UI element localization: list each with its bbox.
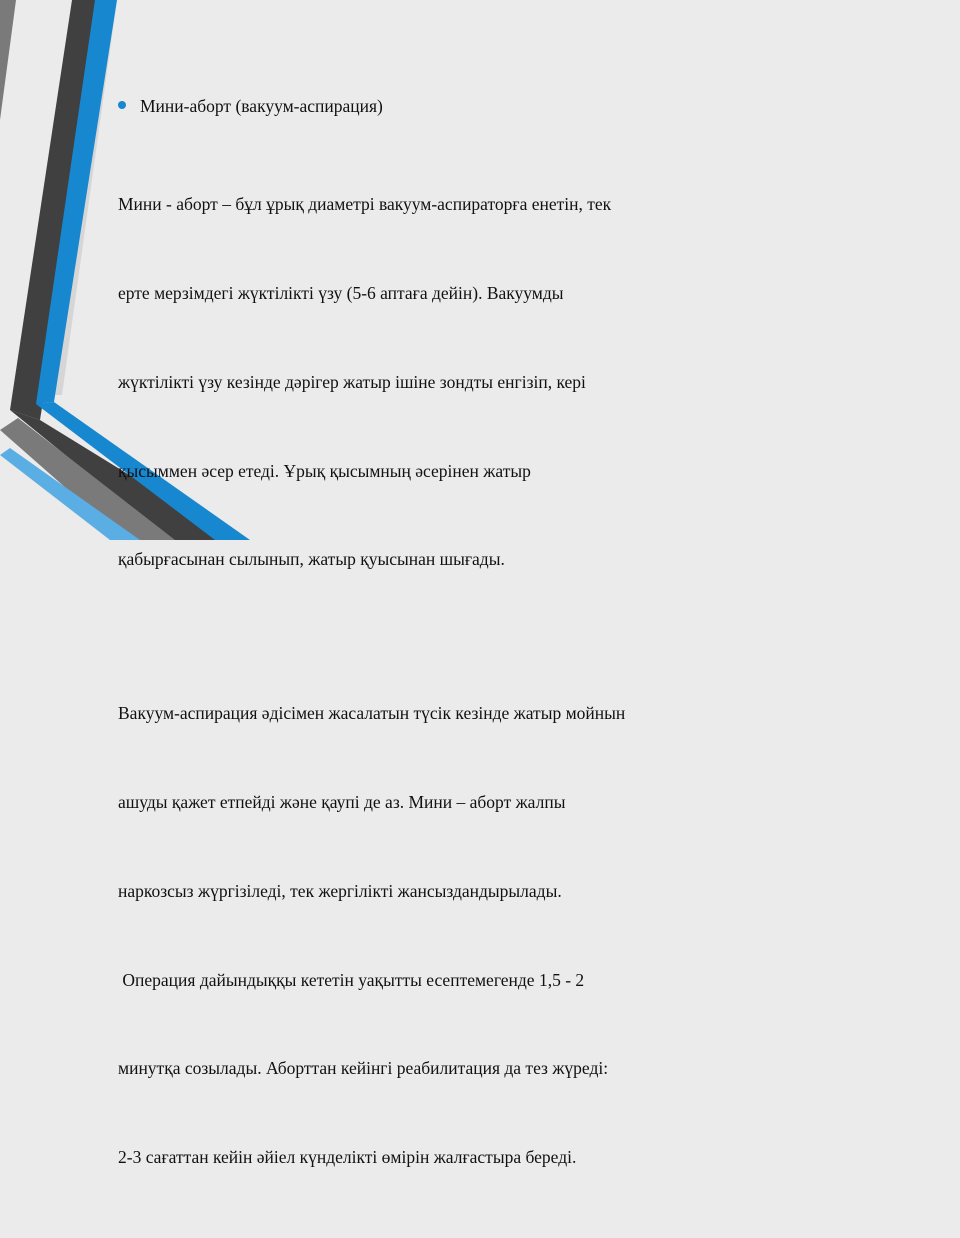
bullet-heading: Мини-аборт (вакуум-аспирация): [140, 96, 383, 116]
slide-content: [118, 94, 858, 1238]
paragraph-1-line: қысыммен әсер етеді. Ұрық қысымның әсерінен жатыр: [118, 460, 531, 481]
paragraph-2-line: Операция дайындыққы кететін уақытты есептемегенде 1,5 - 2: [118, 969, 585, 990]
paragraph-2-line: 2-3 сағаттан кейін әйіел күнделікті өмірін жалғастыра береді.: [118, 1147, 577, 1168]
paragraph-1-line: ерте мерзімдегі жүктілікті үзу (5-6 аптаға дейін). Вакуумды: [118, 282, 564, 303]
paragraph-2-line: Вакуум-аспирация әдісімен жасалатын түсік кезінде жатыр мойнын: [118, 703, 626, 724]
paragraph-2: [118, 640, 858, 1232]
paragraph-1-line: жүктілікті үзу кезінде дәрігер жатыр ішіне зондты енгізіп, кері: [118, 371, 586, 392]
paragraph-2-line: ашуды қажет етпейді және қаупі де аз. Мини – аборт жалпы: [118, 792, 566, 813]
bullet-dot-icon: [118, 101, 126, 109]
paragraph-2-line: наркозсыз жүргізіледі, тек жергілікті жансыздандырылады.: [118, 880, 562, 901]
paragraph-2-line: минутқа созылады. Аборттан кейінгі реабилитация да тез жүреді:: [118, 1058, 609, 1079]
stripe-gray: [0, 0, 16, 120]
paragraph-1-line: қабырғасынан сылынып, жатыр қуысынан шығады.: [118, 549, 505, 570]
paragraph-1: [118, 131, 858, 634]
bullet-heading-row: [118, 94, 858, 118]
paragraph-1-line: Мини - аборт – бұл ұрық диаметрі вакуум-аспираторға енетін, тек: [118, 194, 612, 215]
